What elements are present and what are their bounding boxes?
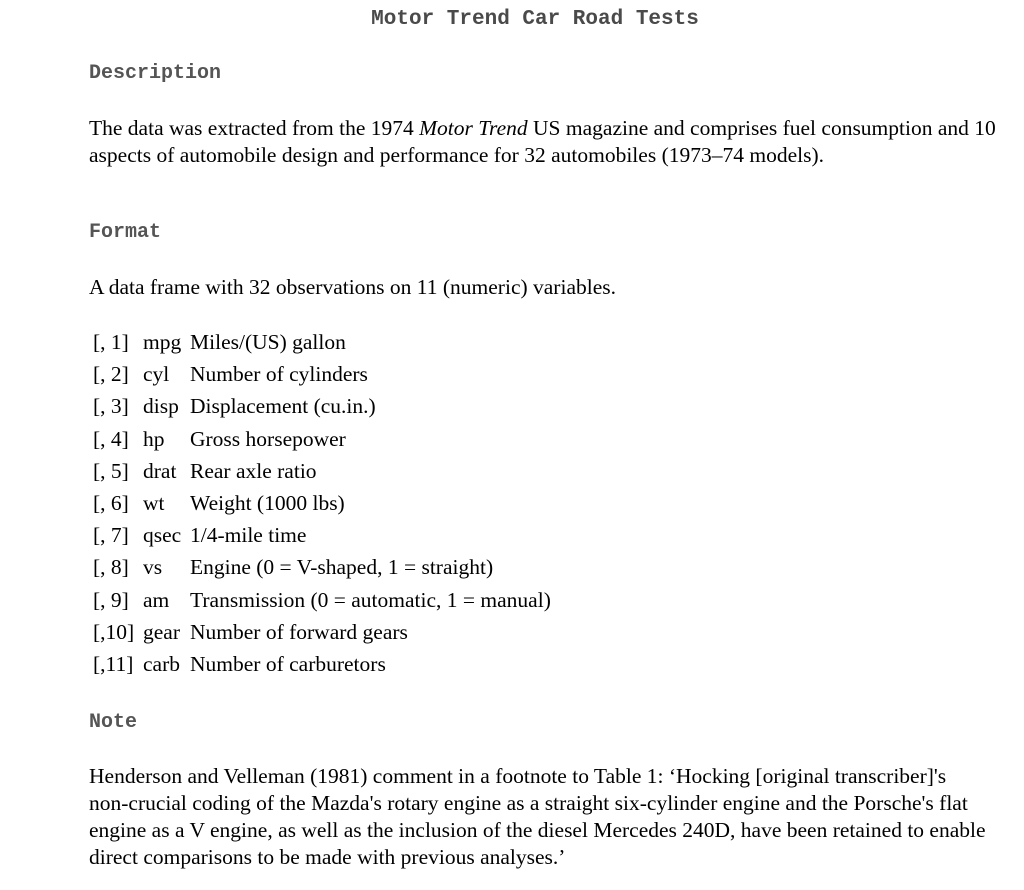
description-heading: Description [89, 62, 222, 85]
page-title: Motor Trend Car Road Tests [371, 8, 699, 31]
variable-index: [, 1] [93, 330, 129, 354]
variable-row [93, 652, 551, 684]
variable-row [93, 620, 551, 652]
variable-index: [, 4] [93, 426, 129, 451]
variable-name: vs [143, 555, 163, 580]
variable-name: drat [143, 458, 177, 483]
variable-description: Number of carburetors [190, 651, 386, 676]
variable-name: carb [143, 651, 180, 676]
variable-index: [, 8] [93, 555, 129, 580]
variable-description: Displacement (cu.in.) [190, 394, 376, 419]
note-heading: Note [89, 711, 138, 734]
description-text-end: US magazine and comprises fuel consumption and 10 aspects of automobile design and performance for 32 automobiles (1973–74 models). [89, 116, 996, 167]
variable-description: 1/4-mile time [190, 523, 307, 548]
variable-row [93, 459, 551, 491]
variable-index: [, 2] [93, 362, 129, 387]
variable-row [93, 330, 551, 362]
description-text [89, 115, 999, 169]
format-heading: Format [89, 221, 162, 244]
variable-row [93, 362, 551, 394]
variable-name: cyl [143, 362, 170, 387]
variable-description: Miles/(US) gallon [190, 330, 346, 354]
variable-name: am [143, 587, 170, 612]
variable-description: Engine (0 = V-shaped, 1 = straight) [190, 555, 494, 580]
variable-index: [,10] [93, 619, 135, 644]
variable-list [93, 330, 551, 684]
variable-row [93, 427, 551, 459]
description-text-start: The data was extracted from the 1974 [89, 116, 420, 140]
variable-index: [, 7] [93, 523, 129, 548]
variable-name: qsec [143, 523, 182, 548]
variable-description: Number of cylinders [190, 362, 368, 387]
variable-row [93, 588, 551, 620]
note-text: Henderson and Velleman (1981) comment in a footnote to Table 1: ‘Hocking [original transcriber]'s non-crucial coding of the Mazda's rotary engine as a straight six-cylinder engine and the Porsche's flat engine as a V engine, as well as the inclusion of the diesel Mercedes 240D, have been retained to enable direct comparisons to be made with previous analyses.’ [89, 764, 986, 869]
variable-index: [, 3] [93, 394, 129, 419]
variable-index: [,11] [93, 651, 134, 676]
variable-index: [, 6] [93, 490, 129, 515]
variable-row [93, 491, 551, 523]
format-text: A data frame with 32 observations on 11 (numeric) variables. [89, 275, 616, 299]
variable-description: Rear axle ratio [190, 458, 317, 483]
variable-name: mpg [143, 330, 182, 354]
variable-name: wt [143, 490, 165, 515]
variable-name: hp [143, 426, 165, 451]
variable-description: Number of forward gears [190, 619, 408, 644]
variable-index: [, 5] [93, 458, 129, 483]
variable-description: Gross horsepower [190, 426, 346, 451]
variable-description: Transmission (0 = automatic, 1 = manual) [190, 587, 551, 612]
variable-row [93, 394, 551, 426]
magazine-name: Motor Trend [419, 116, 528, 140]
variable-index: [, 9] [93, 587, 129, 612]
variable-description: Weight (1000 lbs) [190, 490, 345, 515]
variable-name: disp [143, 394, 179, 419]
variable-row [93, 523, 551, 555]
variable-row [93, 555, 551, 587]
variable-name: gear [143, 619, 180, 644]
